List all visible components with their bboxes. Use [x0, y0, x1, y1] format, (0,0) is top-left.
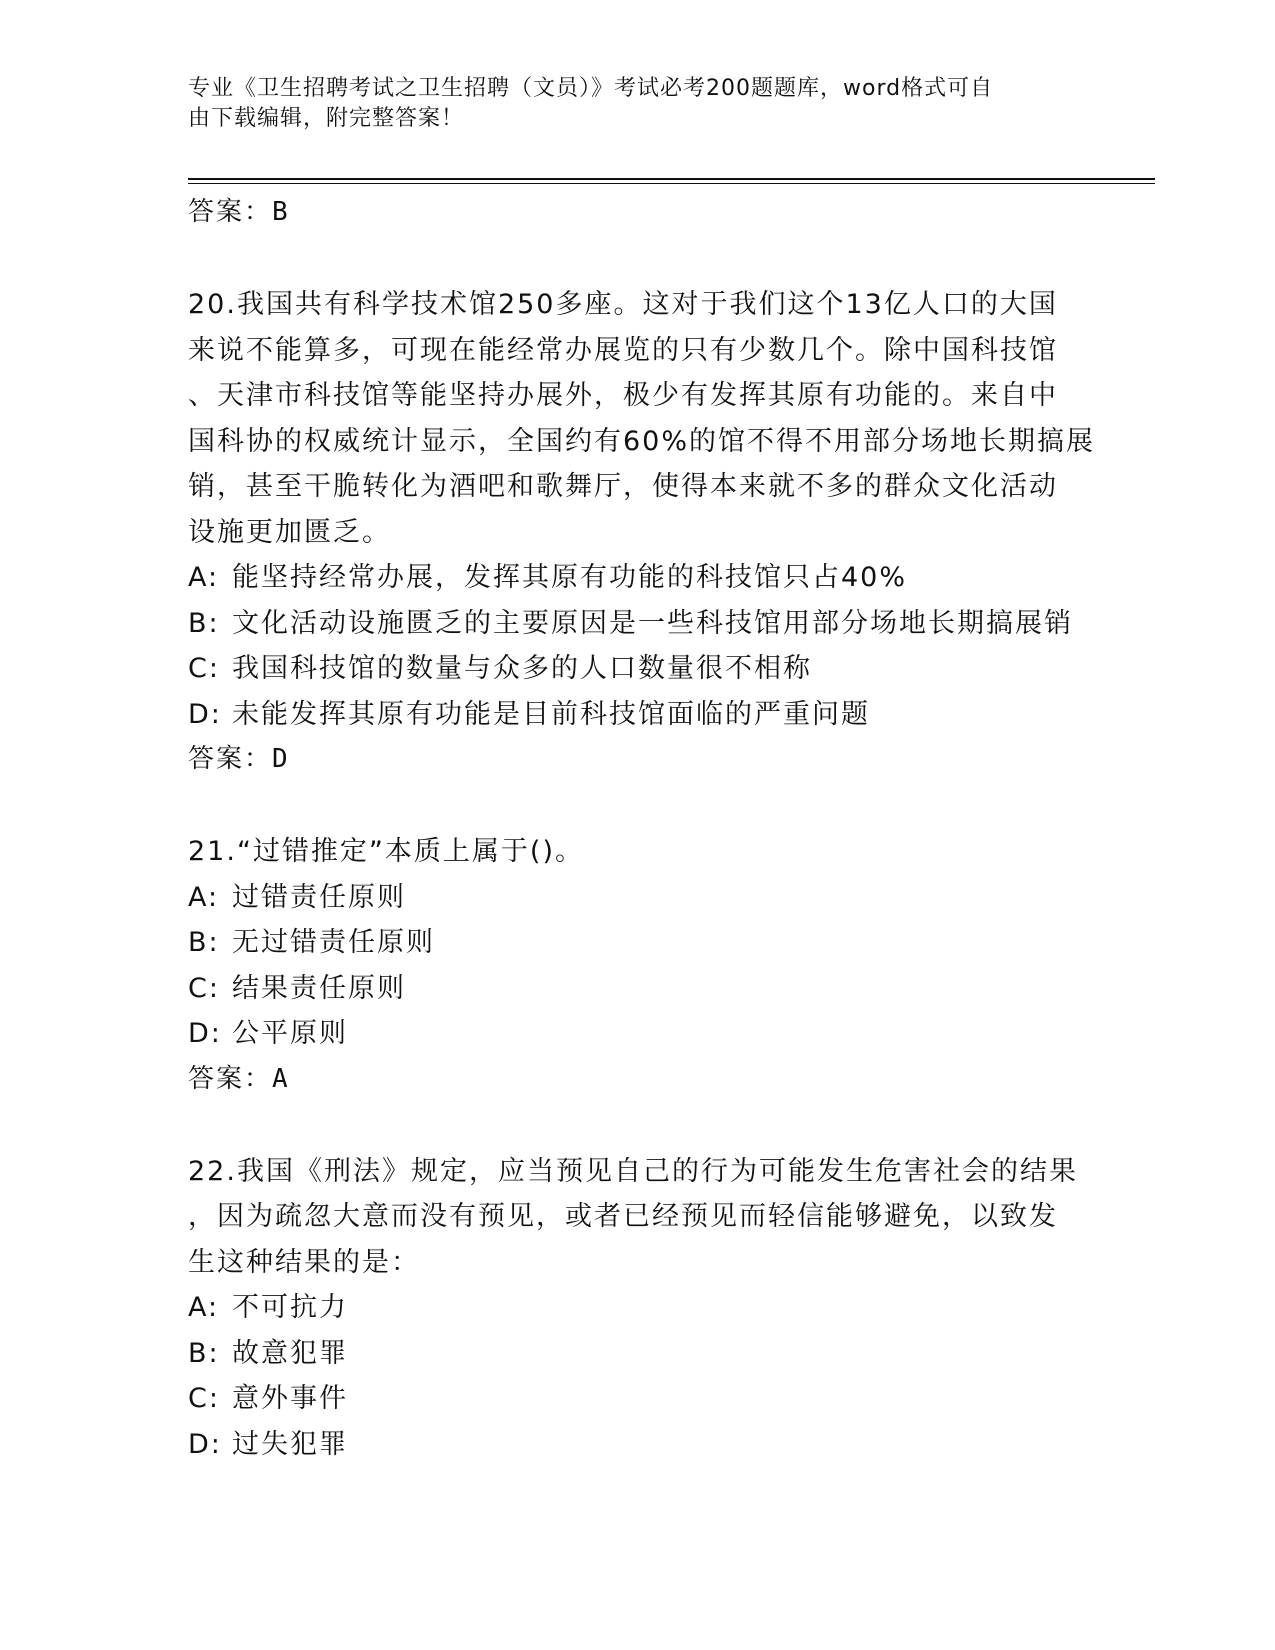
option-text: 能坚持经常办展，发挥其原有功能的科技馆只占40%	[232, 562, 908, 593]
option-letter: C:	[188, 653, 220, 684]
option-letter: B:	[188, 1337, 220, 1369]
question-21	[188, 829, 1088, 1101]
option-letter: A:	[188, 1292, 220, 1323]
document-header	[188, 74, 1088, 134]
header-line-2: 由下载编辑，附完整答案！	[188, 106, 465, 131]
question-text-line: 生这种结果的是：	[188, 1246, 420, 1278]
option-text: 不可抗力	[232, 1292, 348, 1323]
option-a	[188, 875, 1088, 921]
header-divider	[188, 178, 1155, 180]
option-a	[188, 1285, 1088, 1331]
question-text-line: 20.我国共有科学技术馆250多座。这对于我们这个13亿人口的大国	[188, 289, 1058, 320]
option-letter: C:	[188, 972, 220, 1004]
option-b	[188, 1331, 1088, 1377]
option-letter: A:	[188, 881, 220, 913]
option-c	[188, 1376, 1088, 1422]
header-line-1: 专业《卫生招聘考试之卫生招聘（文员）》考试必考200题题库，word格式可自	[188, 76, 994, 101]
question-text-line: 21.“过错推定”本质上属于()。	[188, 836, 584, 867]
option-letter: A:	[188, 562, 220, 593]
answer-line: 答案：D	[188, 744, 290, 774]
header-divider-thin	[188, 183, 1155, 184]
option-text: 结果责任原则	[232, 972, 406, 1004]
option-letter: D:	[188, 1428, 222, 1460]
option-b	[188, 920, 1088, 966]
option-a	[188, 555, 1088, 601]
option-letter: D:	[188, 698, 222, 730]
question-list	[188, 190, 1096, 1467]
option-text: 过失犯罪	[232, 1428, 348, 1460]
option-text: 过错责任原则	[232, 881, 406, 913]
answer-line: 答案：A	[188, 1063, 290, 1094]
option-d	[188, 1422, 1088, 1468]
option-c	[188, 966, 1088, 1012]
option-d	[188, 692, 1088, 738]
question-text-line: 来说不能算多，可现在能经常办展览的只有少数几个。除中国科技馆	[188, 334, 1058, 366]
option-text: 我国科技馆的数量与众多的人口数量很不相称	[232, 653, 812, 684]
question-text-line: ，因为疏忽大意而没有预见，或者已经预见而轻信能够避免，以致发	[188, 1201, 1058, 1232]
option-text: 未能发挥其原有功能是目前科技馆面临的严重问题	[232, 698, 870, 730]
option-b	[188, 601, 1088, 647]
option-c	[188, 646, 1088, 692]
option-text: 故意犯罪	[232, 1337, 348, 1369]
option-letter: D:	[188, 1018, 222, 1049]
question-text-line: 22.我国《刑法》规定，应当预见自己的行为可能发生危害社会的结果	[188, 1155, 1078, 1187]
question-text-line: 、天津市科技馆等能坚持办展外，极少有发挥其原有功能的。来自中	[188, 380, 1058, 411]
option-letter: C:	[188, 1383, 220, 1414]
option-letter: B:	[188, 607, 220, 639]
option-text: 无过错责任原则	[232, 927, 435, 958]
option-text: 意外事件	[232, 1383, 348, 1414]
question-text-line: 销，甚至干脆转化为酒吧和歌舞厅，使得本来就不多的群众文化活动	[188, 471, 1058, 502]
question-text-line: 国科协的权威统计显示，全国约有60%的馆不得不用部分场地长期搞展	[188, 425, 1096, 457]
question-22	[188, 1149, 1088, 1468]
answer-line: 答案：B	[188, 197, 290, 227]
option-d	[188, 1011, 1088, 1057]
question-20	[188, 282, 1096, 781]
option-letter: B:	[188, 927, 220, 958]
question-text-line: 设施更加匮乏。	[188, 516, 391, 548]
option-text: 文化活动设施匮乏的主要原因是一些科技馆用部分场地长期搞展销	[232, 607, 1073, 639]
option-text: 公平原则	[232, 1018, 348, 1049]
